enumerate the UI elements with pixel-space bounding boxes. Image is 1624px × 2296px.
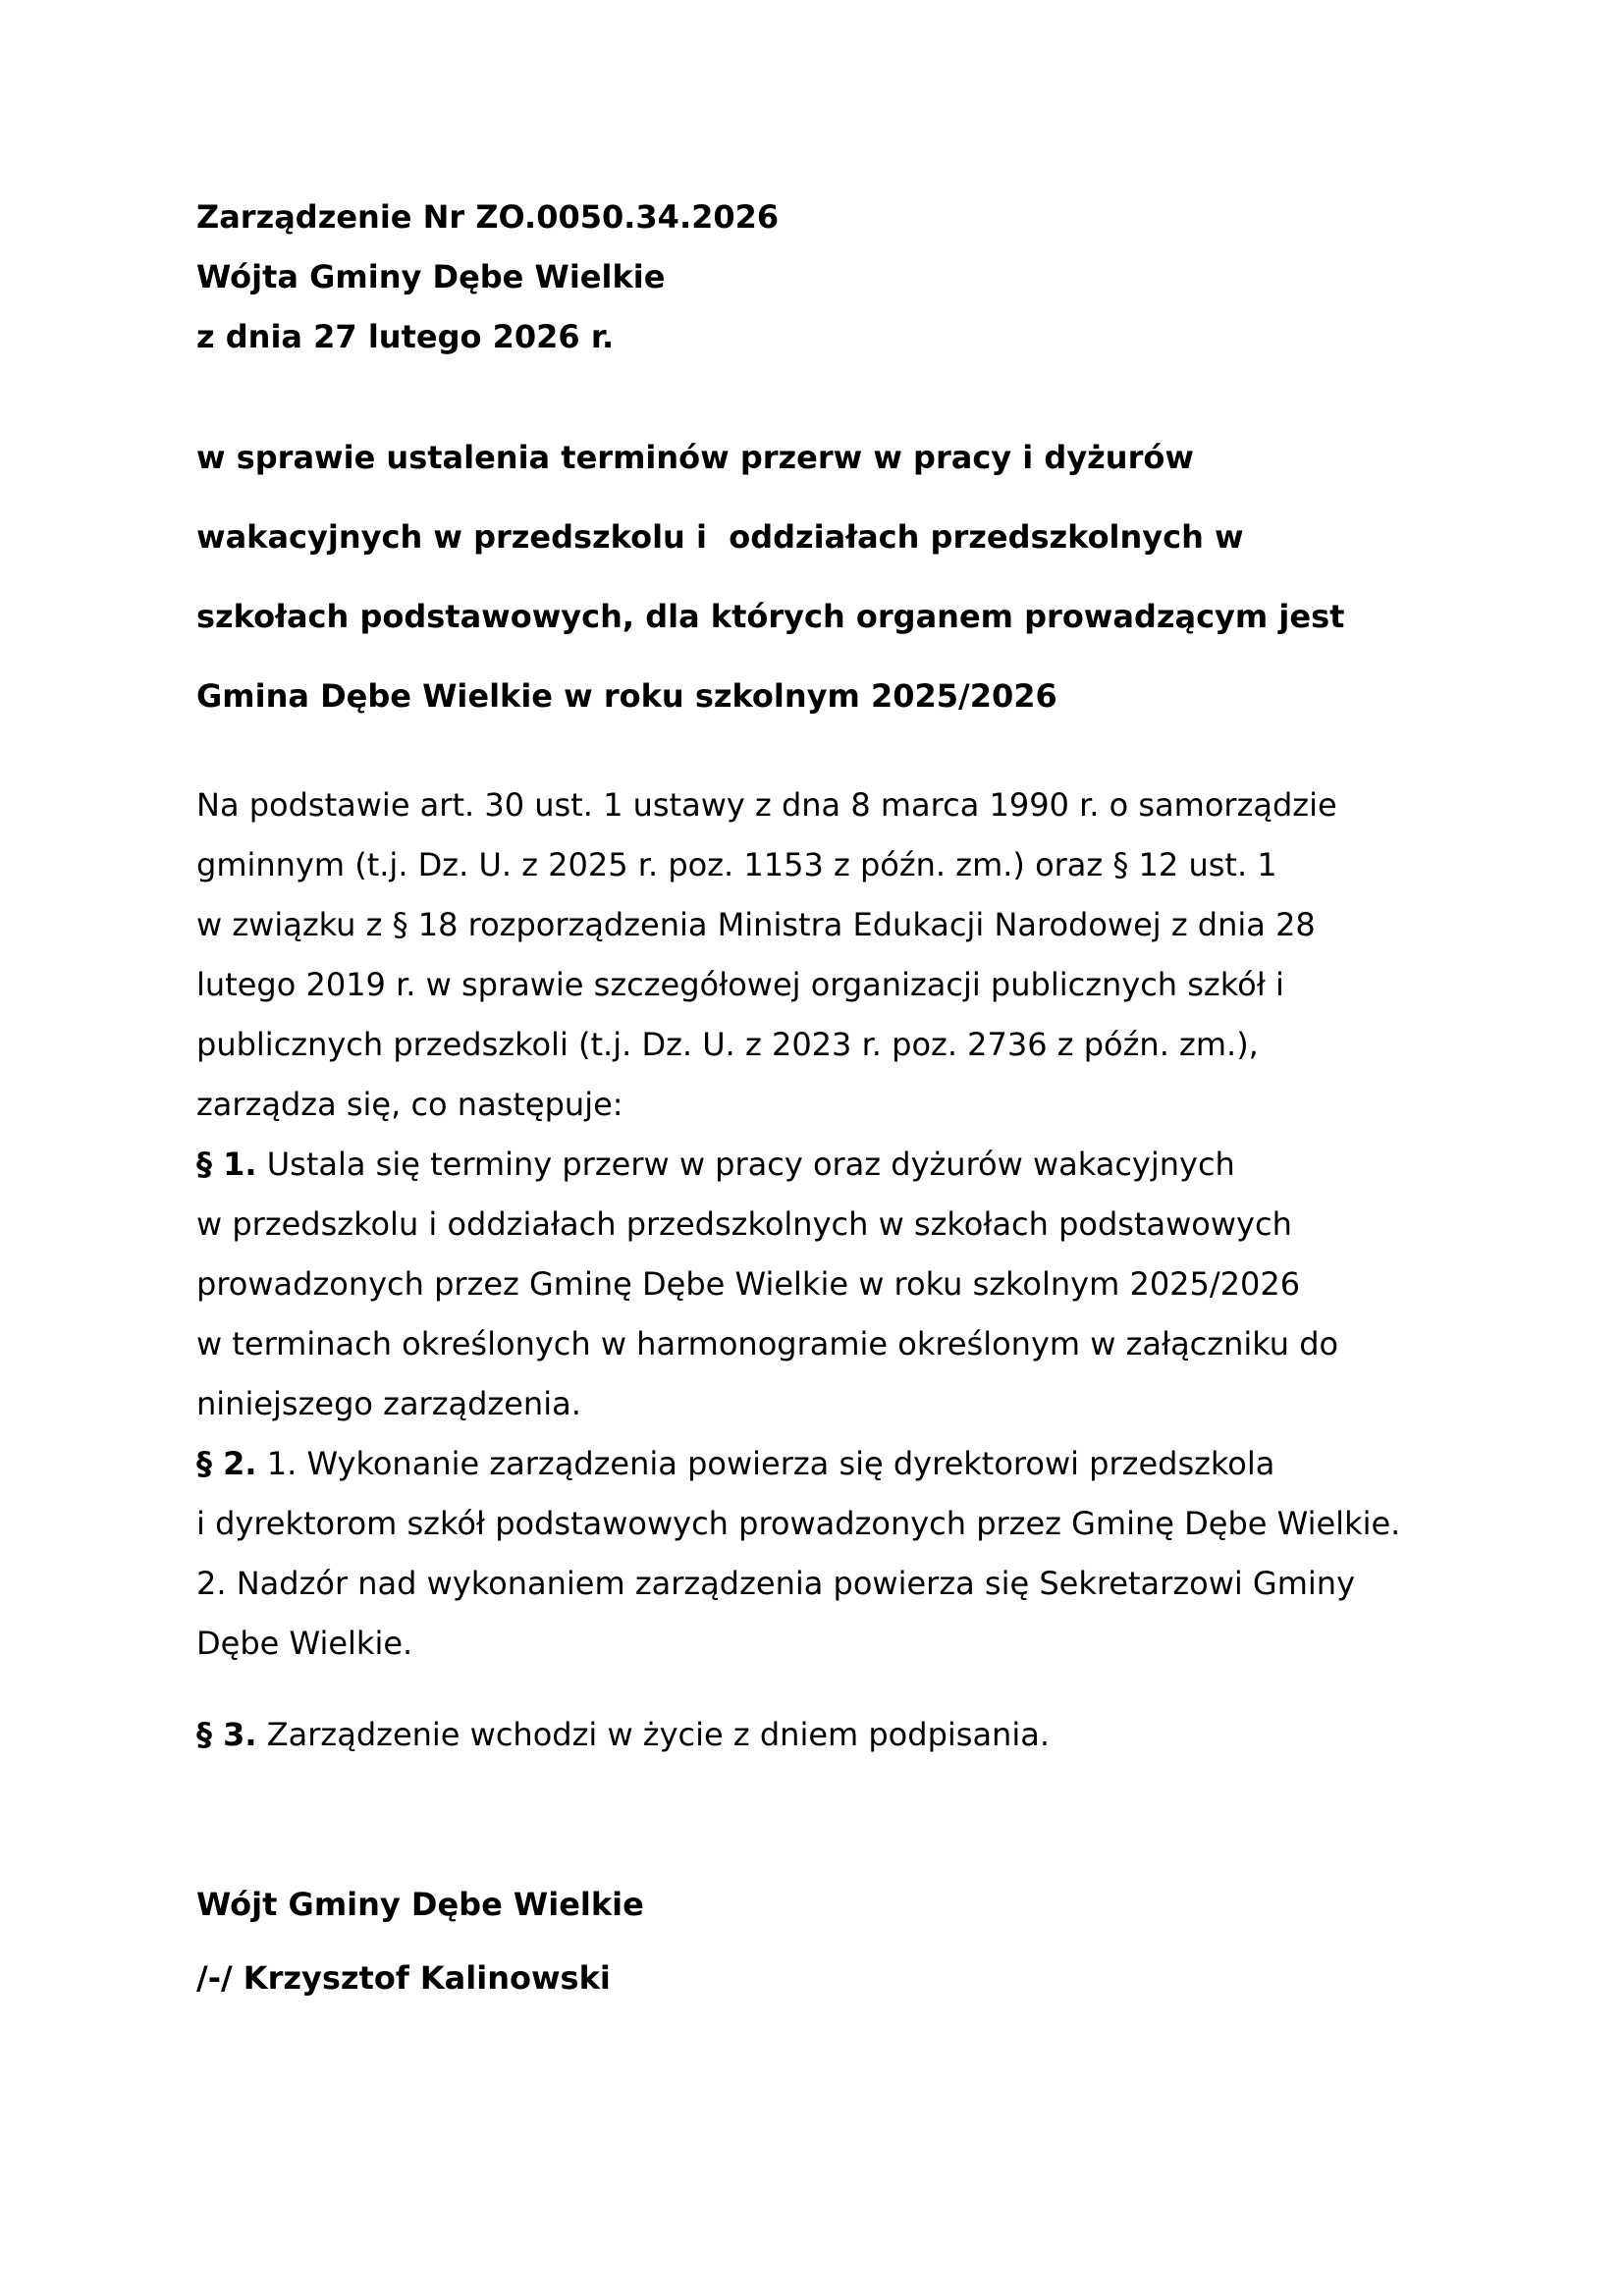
paragraph-2-line: Dębe Wielkie. xyxy=(196,1625,413,1662)
subject-line: wakacyjnych w przedszkolu i oddziałach przedszkolnych w xyxy=(196,518,1244,556)
signatory-title: Wójt Gminy Dębe Wielkie xyxy=(196,1886,644,1923)
preamble-line: gminnym (t.j. Dz. U. z 2025 r. poz. 1153 z późn. zm.) oraz § 12 ust. 1 xyxy=(196,846,1277,883)
subject-line: szkołach podstawowych, dla których organem prowadzącym jest xyxy=(196,598,1345,635)
paragraph-1-mark: § 1. xyxy=(196,1146,257,1183)
paragraph-2-text: 1. Wykonanie zarządzenia powierza się dyrektorowi przedszkola xyxy=(256,1445,1275,1482)
order-date: z dnia 27 lutego 2026 r. xyxy=(196,318,615,355)
paragraph-2 xyxy=(196,1434,1400,1494)
signatory-name: /-/ Krzysztof Kalinowski xyxy=(196,1959,611,1997)
paragraph-2-line: i dyrektorom szkół podstawowych prowadzonych przez Gminę Dębe Wielkie. xyxy=(196,1505,1401,1542)
preamble-line: publicznych przedszkoli (t.j. Dz. U. z 2023 r. poz. 2736 z późn. zm.), xyxy=(196,1026,1259,1063)
paragraph-3-line xyxy=(196,1705,1050,1765)
document-subject xyxy=(196,418,1344,736)
paragraph-3-mark: § 3. xyxy=(196,1716,257,1753)
preamble-line: w związku z § 18 rozporządzenia Ministra Edukacji Narodowej z dnia 28 xyxy=(196,906,1316,943)
issuer: Wójta Gminy Dębe Wielkie xyxy=(196,258,666,295)
subject-line: Gmina Dębe Wielkie w roku szkolnym 2025/2026 xyxy=(196,677,1057,715)
document-body xyxy=(196,775,1400,1674)
paragraph-1-line: w terminach określonych w harmonogramie określonym w załączniku do xyxy=(196,1325,1339,1362)
paragraph-1-line: niniejszego zarządzenia. xyxy=(196,1385,581,1422)
paragraph-1 xyxy=(196,1135,1400,1195)
paragraph-2-mark: § 2. xyxy=(196,1445,257,1482)
paragraph-1-line: w przedszkolu i oddziałach przedszkolnych w szkołach podstawowych xyxy=(196,1205,1292,1243)
signature-block xyxy=(196,1868,644,2015)
paragraph-1-line: prowadzonych przez Gminę Dębe Wielkie w roku szkolnym 2025/2026 xyxy=(196,1265,1301,1303)
paragraph-3 xyxy=(196,1705,1050,1765)
preamble-line: zarządza się, co następuje: xyxy=(196,1086,623,1123)
order-number: Zarządzenie Nr ZO.0050.34.2026 xyxy=(196,198,780,236)
paragraph-2-line: 2. Nadzór nad wykonaniem zarządzenia powierza się Sekretarzowi Gminy xyxy=(196,1565,1355,1602)
preamble-line: lutego 2019 r. w sprawie szczegółowej organizacji publicznych szkół i xyxy=(196,966,1284,1003)
paragraph-3-text: Zarządzenie wchodzi w życie z dniem podpisania. xyxy=(256,1716,1050,1753)
document-header xyxy=(196,187,779,367)
preamble-line: Na podstawie art. 30 ust. 1 ustawy z dna 8 marca 1990 r. o samorządzie xyxy=(196,786,1337,824)
paragraph-1-text: Ustala się terminy przerw w pracy oraz dyżurów wakacyjnych xyxy=(256,1146,1235,1183)
subject-line: w sprawie ustalenia terminów przerw w pracy i dyżurów xyxy=(196,439,1194,476)
